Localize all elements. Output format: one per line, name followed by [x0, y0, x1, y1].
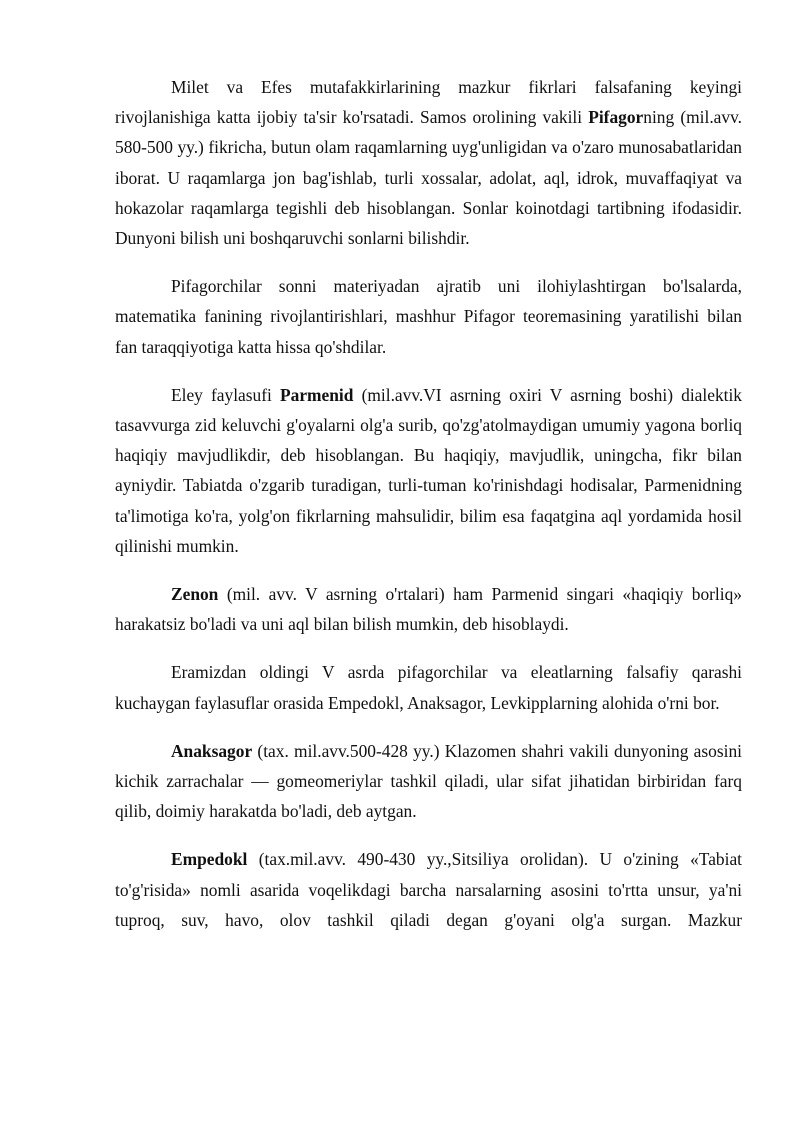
paragraph-text: Pifagorchilar sonni materiyadan ajratib uni ilohiylashtirgan bo'lsalarda, matematika fanining rivojlantirishlari, mashhur Pifagor teoremasining yaratilishi bilan fan taraqqiyotiga katta hissa qo'shdilar. [115, 276, 742, 357]
paragraph-eramizdan [115, 657, 742, 717]
paragraph-text: (mil. avv. V asrning o'rtalari) ham Parmenid singari «haqiqiy borliq» harakatsiz bo'ladi va uni aql bilan bilish mumkin, deb hisoblaydi. [115, 584, 742, 635]
paragraph-text: (mil.avv.VI asrning oxiri V asrning boshi) dialektik tasavvurga zid keluvchi g'oyalarni olg'a surib, qo'zg'atolmaydigan umumiy yagona borliq haqiqiy mavjudlikdir, deb hisoblangan. Bu haqiqiy, mavjudlik, uningcha, fikr bilan ayniydir. Tabiatda o'zgarib turadigan, turli-tuman ko'rinishdagi hodisalar, Parmenidning ta'limotiga ko'ra, yolg'on fikrlarning mahsulidir, bilim esa faqatgina aql yordamida hosil qilinishi mumkin. [115, 384, 742, 556]
paragraph-text: Milet va Efes mutafakkirlarining mazkur fikrlari falsafaning keyingi rivojlanishiga katta ijobiy ta'sir ko'rsatadi. Samos orolining vakili [115, 77, 742, 128]
paragraph-anaksagor [115, 736, 742, 827]
paragraph-text: (tax.mil.avv. 490-430 yy.,Sitsiliya orolidan). U o'zining «Tabiat to'g'risida» nomli asarida voqelikdagi barcha narsalarning asosini to'rtta unsur, ya'ni tuproq, suv, havo, olov tashkil qiladi degan g'oyani olg'a surgan. Mazkur [115, 849, 742, 930]
paragraph-empedokl [115, 844, 742, 935]
bold-term-zenon: Zenon [171, 584, 219, 605]
paragraph-text: (tax. mil.avv.500-428 yy.) Klazomen shahri vakili dunyoning asosini kichik zarrachalar — gomeomeriylar tashkil qiladi, ular sifat jihatidan birbiridan farq qilib, doimiy harakatda bo'ladi, deb aytgan. [115, 740, 742, 822]
paragraph-pifagorchilar [115, 271, 742, 362]
document-page [115, 72, 742, 953]
paragraph-text: Eley faylasufi [171, 384, 281, 405]
bold-term-anaksagor: Anaksagor [171, 740, 253, 761]
bold-term-pifagor: Pifagor [588, 107, 644, 128]
paragraph-text: ning (mil.avv. 580-500 yy.) fikricha, butun olam raqamlarning uyg'unligidan va o'zaro munosabatlaridan iborat. U raqamlarga jon bag'ishlab, turli xossalar, adolat, aql, idrok, muvaffaqiyat va hokazolar raqamlarga tegishli deb hisoblangan. Sonlar koinotdagi tartibning ifodasidir. Dunyoni bilish uni boshqaruvchi sonlarni bilishdir. [115, 107, 742, 249]
paragraph-parmenid [115, 380, 742, 561]
bold-term-empedokl: Empedokl [171, 849, 248, 870]
paragraph-pifagor [115, 72, 742, 253]
paragraph-zenon [115, 579, 742, 639]
paragraph-text: Eramizdan oldingi V asrda pifagorchilar va eleatlarning falsafiy qarashi kuchaygan faylasuflar orasida Empedokl, Anaksagor, Levkipplarning alohida o'rni bor. [115, 662, 742, 713]
bold-term-parmenid: Parmenid [280, 384, 354, 405]
